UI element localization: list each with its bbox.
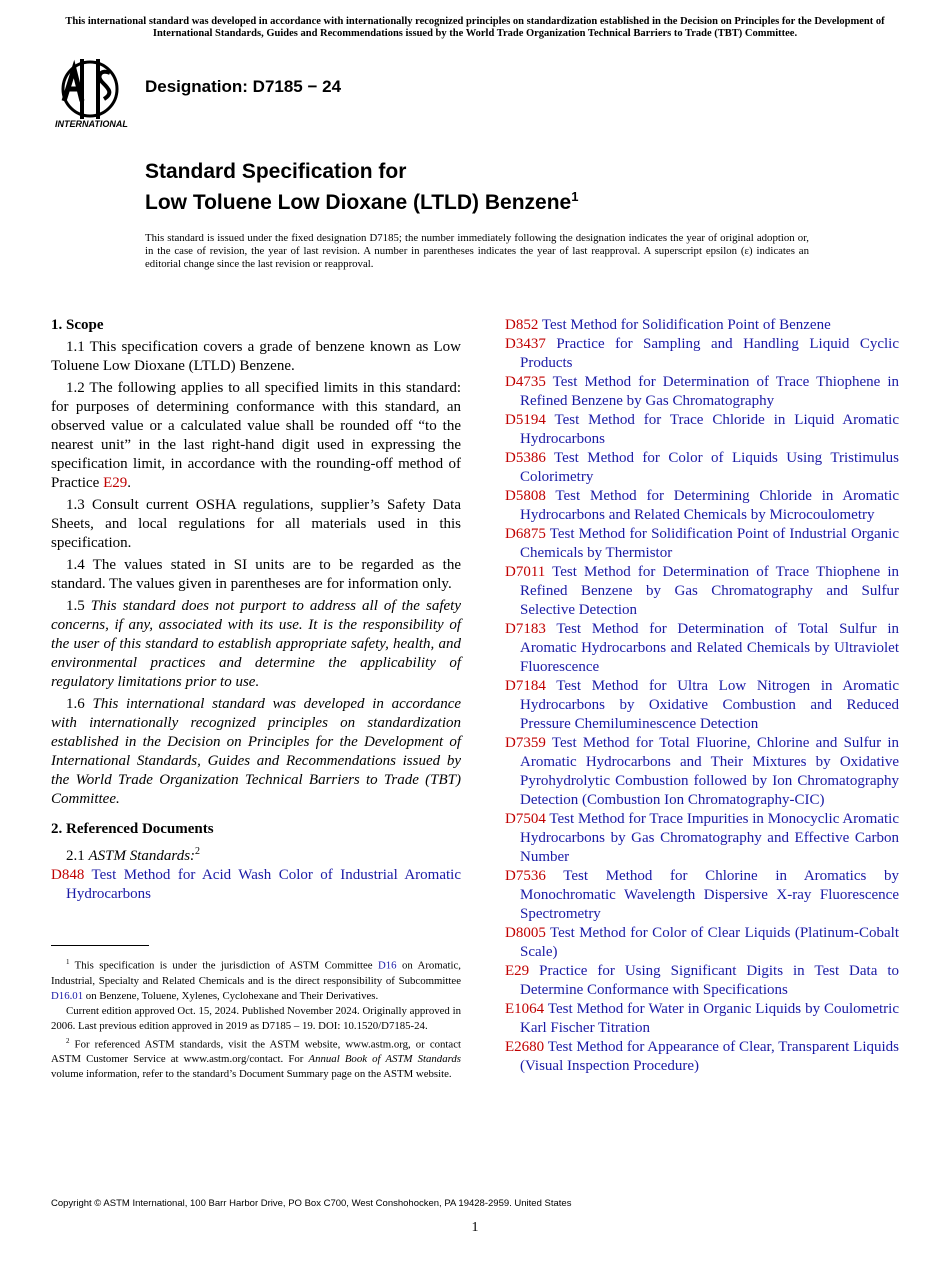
scope-1-3: 1.3 Consult current OSHA regulations, supplier’s Safety Data Sheets, and local regulations for all materials used in this specification. [51,497,461,551]
reference-item[interactable]: E1064 Test Method for Water in Organic Liquids by Coulometric Karl Fischer Titration [505,1001,899,1036]
left-column [51,316,461,904]
reference-item[interactable]: D8005 Test Method for Color of Clear Liquids (Platinum-Cobalt Scale) [505,925,899,960]
d16-link[interactable]: D16 [377,959,397,972]
footnote-divider [51,945,149,946]
referenced-heading: 2. Referenced Documents [51,821,214,837]
document-title [145,159,578,215]
logo-word: INTERNATIONAL [55,119,128,129]
footnote-1: $^1$ This specification is under the jurisdiction of ASTM Committee D16 on Aromatic, Industrial, Specialty and Related Chemicals and is the direct responsibility of Subcommittee D16.01 on Benzene, Toluene, Xylenes, Cyclohexane and Their Derivatives. [51,958,462,1002]
reference-item[interactable]: D5808 Test Method for Determining Chloride in Aromatic Hydrocarbons and Related Chemicals by Microcoulometry [505,488,899,523]
astm-logo [52,55,136,133]
reference-item[interactable]: D5386 Test Method for Color of Liquids Using Tristimulus Colorimetry [505,450,899,485]
reference-item[interactable]: D3437 Practice for Sampling and Handling Liquid Cyclic Products [505,336,900,371]
reference-item[interactable]: D4735 Test Method for Determination of Trace Thiophene in Refined Benzene by Gas Chromatography [505,374,899,409]
scope-1-1: 1.1 This specification covers a grade of benzene known as Low Toluene Low Dioxane (LTLD) Benzene. [51,339,461,374]
designation: Designation: D7185 − 24 [145,77,342,96]
title-footnote-marker: 1 [571,189,579,204]
title-line-1: Standard Specification for [145,160,407,183]
scope-1-5: 1.5 This standard does not purport to address all of the safety concerns, if any, associated with its use. It is the responsibility of the user of this standard to establish appropriate safety, health, and environmental practices and determine the applicability of regulatory limitations prior to use. [51,598,461,690]
scope-1-4: 1.4 The values stated in SI units are to be regarded as the standard. The values given in parentheses are for information only. [51,557,461,592]
scope-heading: 1. Scope [51,317,104,333]
reference-item[interactable]: D6875 Test Method for Solidification Point of Industrial Organic Chemicals by Thermistor [505,526,899,561]
e29-link[interactable]: E29 [103,475,128,491]
footnote-2: $^2$ For referenced ASTM standards, visit the ASTM website, www.astm.org, or contact ASTM Customer Service at www.astm.org/contact. For Annual Book of ASTM Standards volume information, refer to the standard’s Document Summary page on the ASTM website. [51,1036,461,1081]
title-line-2: Low Toluene Low Dioxane (LTLD) Benzene$^1$ [145,189,579,214]
d16-01-link[interactable]: D16.01 [51,989,84,1002]
reference-item[interactable]: D7184 Test Method for Ultra Low Nitrogen in Aromatic Hydrocarbons by Oxidative Combustion and Reduced Pressure Chemiluminescence Detection [505,678,899,732]
issued-note: This standard is issued under the fixed designation D7185; the number immediately following the designation indicates the year of original adoption or, in the case of revision, the year of last revision. A number in parentheses indicates the year of last reapproval. A superscript epsilon (ε) indicates an editorial change since the last revision or reapproval. [145,232,809,270]
reference-item[interactable]: D5194 Test Method for Trace Chloride in Liquid Aromatic Hydrocarbons [505,412,899,447]
reference-list [505,316,899,1076]
reference-item[interactable]: E2680 Test Method for Appearance of Clear, Transparent Liquids (Visual Inspection Procedure) [505,1039,900,1074]
top-note: This international standard was developed in accordance with internationally recognized principles on standardization established in the Decision on Principles for the Development of International Standards, Guides and Recommendations issued by the World Trade Organization Technical Barriers to Trade (TBT) Committee. [65,16,885,39]
scope-1-2: 1.2 The following applies to all specified limits in this standard: for purposes of determining conformance with this standard, an observed value or a calculated value shall be rounded off “to the nearest unit” in the last right-hand digit used in expressing the specification limit, in accordance with the rounding-off method of Practice E29. [51,380,461,491]
footnotes [51,955,461,1082]
reference-item[interactable]: E29 Practice for Using Significant Digits in Test Data to Determine Conformance with Specifications [505,963,899,998]
reference-item[interactable]: D7359 Test Method for Total Fluorine, Chlorine and Sulfur in Aromatic Hydrocarbons and Their Mixtures by Oxidative Pyrohydrolytic Combustion followed by Ion Chromatography Detection (Combustion Ion Chromatography-CIC) [505,735,899,808]
footnote-1-edition: Current edition approved Oct. 15, 2024. Published November 2024. Originally approved in 2006. Last previous edition approved in 2019 as D7185 – 19. DOI: 10.1520/D7185-24. [51,1004,461,1032]
reference-item[interactable]: D7011 Test Method for Determination of Trace Thiophene in Refined Benzene by Gas Chromatography and Sulfur Selective Detection [505,564,899,618]
reference-item[interactable]: D7504 Test Method for Trace Impurities in Monocyclic Aromatic Hydrocarbons by Gas Chromatography and Effective Carbon Number [505,811,899,865]
page-number: 1 [471,1220,479,1235]
reference-item[interactable]: D7183 Test Method for Determination of Total Sulfur in Aromatic Hydrocarbons and Related Chemicals by Ultraviolet Fluorescence [505,621,899,675]
astm-standards-subhead: 2.1 ASTM Standards:$^2$ [66,846,201,864]
copyright-notice: Copyright © ASTM International, 100 Barr Harbor Drive, PO Box C700, West Conshohocken, PA 19428-2959. United States [51,1198,572,1209]
reference-item[interactable]: D852 Test Method for Solidification Point of Benzene [505,317,831,333]
reference-item[interactable]: D7536 Test Method for Chlorine in Aromatics by Monochromatic Wavelength Dispersive X-ray Fluorescence Spectrometry [505,868,900,922]
reference-item[interactable]: D848 Test Method for Acid Wash Color of Industrial Aromatic Hydrocarbons [51,867,461,902]
scope-1-6: 1.6 This international standard was developed in accordance with internationally recognized principles on standardization established in the Decision on Principles for the Development of International Standards, Guides and Recommendations issued by the World Trade Organization Technical Barriers to Trade (TBT) Committee. [51,696,462,807]
